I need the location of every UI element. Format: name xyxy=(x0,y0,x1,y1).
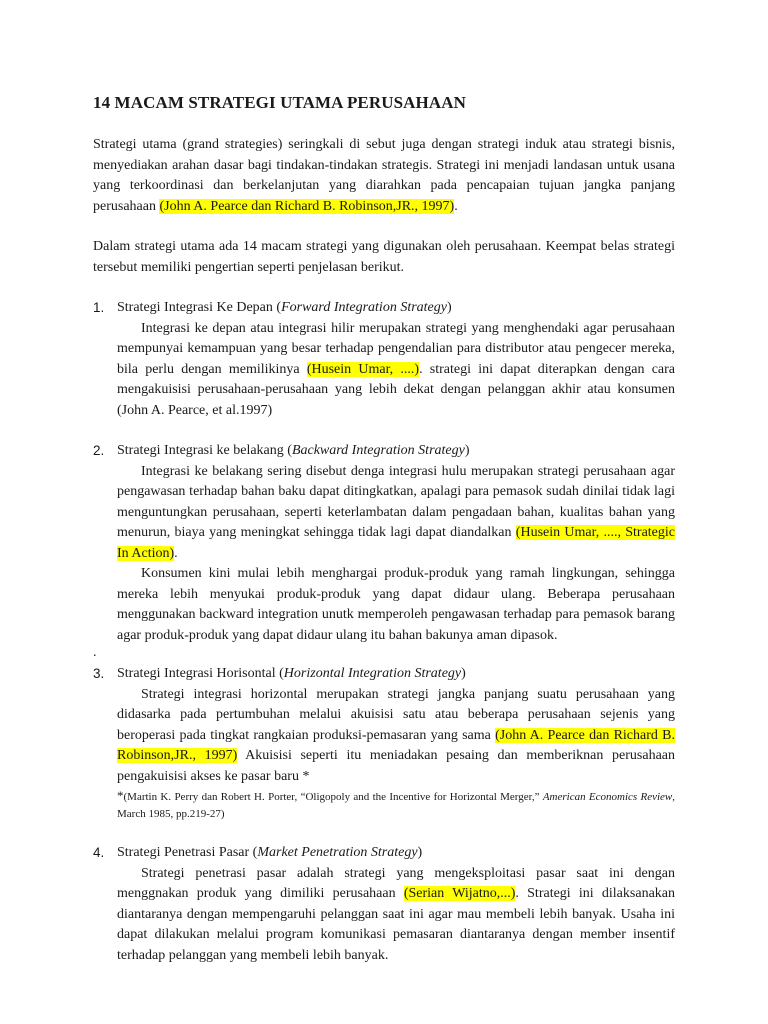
item-title: Strategi Integrasi ke belakang (Backward Integration Strategy) xyxy=(117,443,470,458)
footnote: *(Martin K. Perry dan Robert H. Porter, “Oligopoly and the Incentive for Horizontal Merger,” American Economics Review, March 1985, pp.219-27) xyxy=(117,788,675,820)
intro-citation: (John A. Pearce dan Richard B. Robinson,JR., 1997) xyxy=(159,198,455,214)
item-title: Strategi Penetrasi Pasar (Market Penetration Strategy) xyxy=(117,845,423,860)
item-paragraph: Integrasi ke depan atau integrasi hilir merupakan strategi yang menghendaki agar perusahaan mempunyai kemampuan yang besar terhadap pengendalian para distributor atau pengecer mereka, bila perlu dengan memilikinya (Husein Umar, ....). strategi ini dapat diterapkan dengan cara mengakuisisi perusahaan-perusahaan yang lebih dekat dengan pelanggan akhir atau konsumen (John A. Pearce, et al.1997) xyxy=(117,320,676,418)
list-item-2 xyxy=(93,441,675,660)
item-paragraph: Strategi penetrasi pasar adalah strategi yang mengeksploitasi pasar saat ini dengan menggnakan produk yang dimiliki perusahaan (Serian Wijatno,...). Strategi ini dilaksanakan diantaranya dengan mempengaruhi pelanggan saat ini agar mau membeli lebih banyak. Usaha ini dapat dilakukan melalui program komunikasi pemasaran diantaranya dengan member insentif terhadap pelanggan yang membeli lebih banyak. xyxy=(117,865,675,963)
summary-paragraph: Dalam strategi utama ada 14 macam strategi yang digunakan oleh perusahaan. Keempat belas strategi tersebut memiliki pengertian seperti penjelasan berikut. xyxy=(93,239,675,275)
list-item-1 xyxy=(93,298,675,421)
item-title: Strategi Integrasi Ke Depan (Forward Integration Strategy) xyxy=(117,300,452,315)
item-paragraph: Strategi integrasi horizontal merupakan strategi jangka panjang suatu perusahaan yang didasarka pada pertumbuhan melalui akuisisi satu atau beberapa perusahaan sejenis yang beroperasi pada tingkat rangkaian produksi-pemasaran yang sama (John A. Pearce dan Richard B. Robinson,JR., 1997) Akuisisi seperti itu meniadakan pesaing dan memberiknan perusahaan pengakuisisi akses ke pasar baru * xyxy=(117,686,676,784)
item-title: Strategi Integrasi Horisontal (Horizontal Integration Strategy) xyxy=(117,666,466,681)
intro-text: Strategi utama (grand strategies) seringkali di sebut juga dengan strategi induk atau strategi bisnis, menyediakan arahan dasar bagi tindakan-tindakan strategis. Strategi ini menjadi landasan untuk usana yang terkoordinasi dan berkelanjutan yang diarahkan pada pencapaian tujuan jangka panjang perusahaan xyxy=(93,137,675,214)
item-heading xyxy=(93,843,675,864)
list-item-4 xyxy=(93,843,675,966)
item-paragraph-2: Konsumen kini mulai lebih menghargai produk-produk yang ramah lingkungan, sehingga mereka lebih menyukai produk-produk yang dapat didaur ulang. Beberapa perusahaan menggunakan backward integration unutk memperoleh pengawasan terhadap para pemasok barang agar produk-produk yang dapat didaur ulang itu bahan bakunya aman dipasok. xyxy=(117,566,675,643)
item-number: 2. xyxy=(93,443,105,458)
item-number: 4. xyxy=(93,845,105,860)
list-item-3 xyxy=(93,664,675,823)
item-heading xyxy=(93,441,675,462)
intro-end: . xyxy=(454,198,458,214)
item-citation: (John A. Pearce dan Richard B. Robinson,JR., 1997) xyxy=(117,727,675,763)
item-citation: (Serian Wijatno,...) xyxy=(403,886,516,901)
page-title: 14 MACAM STRATEGI UTAMA PERUSAHAAN xyxy=(93,93,467,112)
document-page xyxy=(93,93,675,966)
item-number: 1. xyxy=(93,300,105,315)
item-heading xyxy=(93,298,675,319)
item-paragraph: Integrasi ke belakang sering disebut denga integrasi hulu merupakan strategi perusahaan agar pengawasan terhadap bahan baku dapat ditingkatkan, apalagi para pemasok sudah dinilai tidak lagi menguntungkan perusahaan, seperti keterlambatan dalam pengadaan bahan, kualitas bahan yang menurun, biaya yang meningkat sehingga tidak lagi dapat diandalkan (Husein Umar, ...., Strategic In Action). xyxy=(117,463,675,561)
intro-paragraph xyxy=(93,135,675,217)
item-number: 3. xyxy=(93,666,105,681)
item-citation: (Husein Umar, ...., Strategic In Action) xyxy=(117,525,675,561)
stray-dot: . xyxy=(93,645,97,660)
item-citation: (Husein Umar, ....) xyxy=(306,361,420,377)
item-heading xyxy=(93,664,675,685)
